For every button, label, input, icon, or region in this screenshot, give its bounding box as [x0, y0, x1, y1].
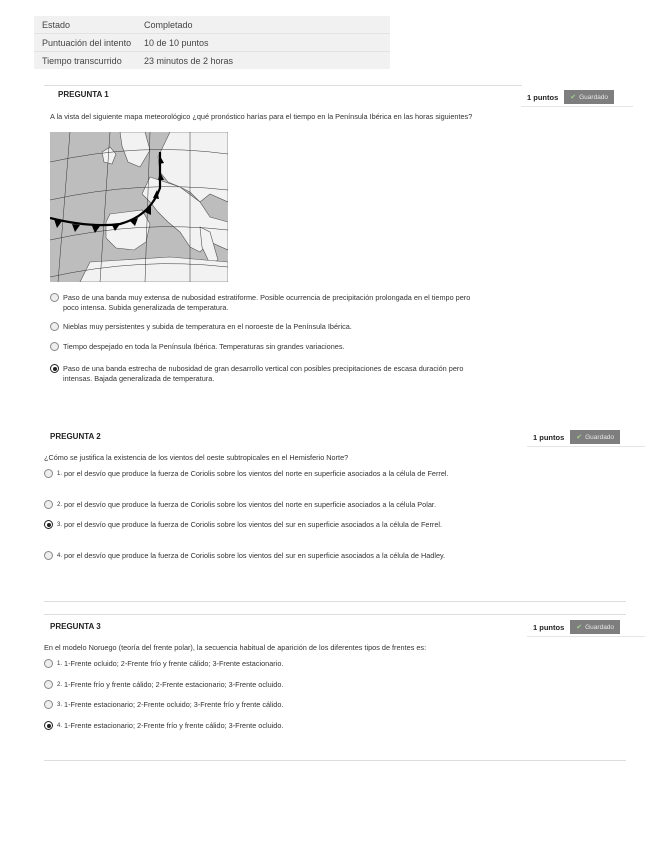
question-divider	[44, 760, 626, 761]
saved-badge	[570, 430, 620, 444]
radio-button[interactable]	[50, 293, 59, 302]
option-text: 1-Frente ocluido; 2-Frente frío y frente cálido; 3-Frente estacionario.	[64, 659, 284, 668]
option-number: 1.	[57, 661, 63, 667]
summary-label: Puntuación del intento	[42, 37, 132, 48]
radio-button-selected[interactable]	[50, 364, 59, 373]
badge-label: Guardado	[579, 93, 609, 101]
question-2-title: PREGUNTA 2	[50, 432, 101, 441]
radio-button-selected[interactable]	[44, 520, 53, 529]
question-3-text: En el modelo Noruego (teoría del frente polar), la secuencia habitual de aparición de los diferentes tipos de frentes es:	[44, 643, 427, 652]
radio-button[interactable]	[44, 680, 53, 689]
q1-option-selected[interactable]	[50, 364, 470, 384]
check-icon: ✔	[576, 434, 583, 441]
radio-button-selected[interactable]	[44, 721, 53, 730]
question-1-text: A la vista del siguiente mapa meteorológico ¿qué pronóstico harías para el tiempo en la Península Ibérica en las horas siguientes?	[50, 112, 473, 121]
radio-button[interactable]	[44, 500, 53, 509]
summary-row-status	[34, 16, 390, 34]
saved-badge	[564, 90, 614, 104]
q3-option-selected[interactable]	[44, 721, 504, 731]
option-text: Paso de una banda muy extensa de nubosidad estratiforme. Posible ocurrencia de precipitación prolongada en el tiempo pero poco intensa. Subida generalizada de temperatura.	[63, 293, 471, 312]
question-divider	[44, 614, 626, 615]
points-label: 1 puntos	[533, 432, 565, 442]
badge-label: Guardado	[585, 623, 615, 631]
question-divider	[44, 85, 522, 86]
radio-button[interactable]	[44, 469, 53, 478]
summary-row-time	[34, 52, 390, 69]
check-icon: ✔	[576, 624, 583, 631]
points-label: 1 puntos	[533, 622, 565, 632]
saved-badge	[570, 620, 620, 634]
option-text: 1-Frente estacionario; 2-Frente ocluido; 3-Frente frío y frente cálido.	[64, 700, 284, 709]
question-3-points-bar	[527, 618, 645, 637]
option-number: 3.	[57, 522, 63, 528]
option-text: Tiempo despejado en toda la Península Ibérica. Temperaturas sin grandes variaciones.	[63, 342, 345, 351]
check-icon: ✔	[570, 94, 577, 101]
q3-option[interactable]	[44, 680, 504, 690]
option-number: 4.	[57, 553, 63, 559]
option-text: 1-Frente frío y frente cálido; 2-Frente estacionario; 3-Frente ocluido.	[64, 680, 284, 689]
option-text: por el desvío que produce la fuerza de Coriolis sobre los vientos del sur en superficie asociados a la célula de Hadley.	[64, 551, 446, 560]
question-1-title: PREGUNTA 1	[58, 90, 109, 99]
option-text: por el desvío que produce la fuerza de Coriolis sobre los vientos del sur en superficie asociados a la célula de Ferrel.	[64, 520, 443, 529]
q1-option[interactable]	[50, 342, 480, 352]
q2-option[interactable]	[44, 551, 494, 561]
radio-button[interactable]	[44, 551, 53, 560]
radio-button[interactable]	[44, 659, 53, 668]
option-number: 3.	[57, 702, 63, 708]
option-text: 1-Frente estacionario; 2-Frente frío y frente cálido; 3-Frente ocluido.	[64, 721, 284, 730]
summary-value: 10 de 10 puntos	[144, 37, 209, 48]
q2-option[interactable]	[44, 469, 494, 479]
points-label: 1 puntos	[527, 92, 559, 102]
q3-option[interactable]	[44, 700, 504, 710]
q2-option-selected[interactable]	[44, 520, 494, 530]
radio-button[interactable]	[44, 700, 53, 709]
question-1-points-bar	[521, 88, 633, 107]
option-number: 1.	[57, 471, 63, 477]
option-number: 2.	[57, 502, 63, 508]
option-text: Nieblas muy persistentes y subida de temperatura en el noroeste de la Península Ibérica.	[63, 322, 352, 331]
weather-map-image	[50, 132, 228, 282]
badge-label: Guardado	[585, 433, 615, 441]
attempt-summary	[34, 16, 390, 69]
question-3-title: PREGUNTA 3	[50, 622, 101, 631]
option-text: por el desvío que produce la fuerza de Coriolis sobre los vientos del norte en superficie asociados a la célula de Ferrel.	[64, 469, 449, 478]
radio-button[interactable]	[50, 322, 59, 331]
summary-value: Completado	[144, 19, 193, 30]
summary-label: Tiempo transcurrido	[42, 55, 122, 66]
summary-row-score	[34, 34, 390, 52]
question-divider	[44, 601, 626, 602]
summary-label: Estado	[42, 19, 71, 30]
q1-option[interactable]	[50, 322, 480, 332]
option-number: 4.	[57, 723, 63, 729]
q2-option[interactable]	[44, 500, 504, 510]
question-2-points-bar	[527, 428, 645, 447]
q3-option[interactable]	[44, 659, 504, 669]
q1-option[interactable]	[50, 293, 480, 313]
question-2-text: ¿Cómo se justifica la existencia de los vientos del oeste subtropicales en el Hemisferio Norte?	[44, 453, 349, 462]
summary-value: 23 minutos de 2 horas	[144, 55, 234, 66]
option-text: por el desvío que produce la fuerza de Coriolis sobre los vientos del norte en superficie asociados a la célula Polar.	[64, 500, 436, 509]
option-text: Paso de una banda estrecha de nubosidad de gran desarrollo vertical con posibles precipitaciones de escasa duración pero intensas. Bajada generalizada de temperatura.	[63, 364, 464, 383]
radio-button[interactable]	[50, 342, 59, 351]
option-number: 2.	[57, 682, 63, 688]
